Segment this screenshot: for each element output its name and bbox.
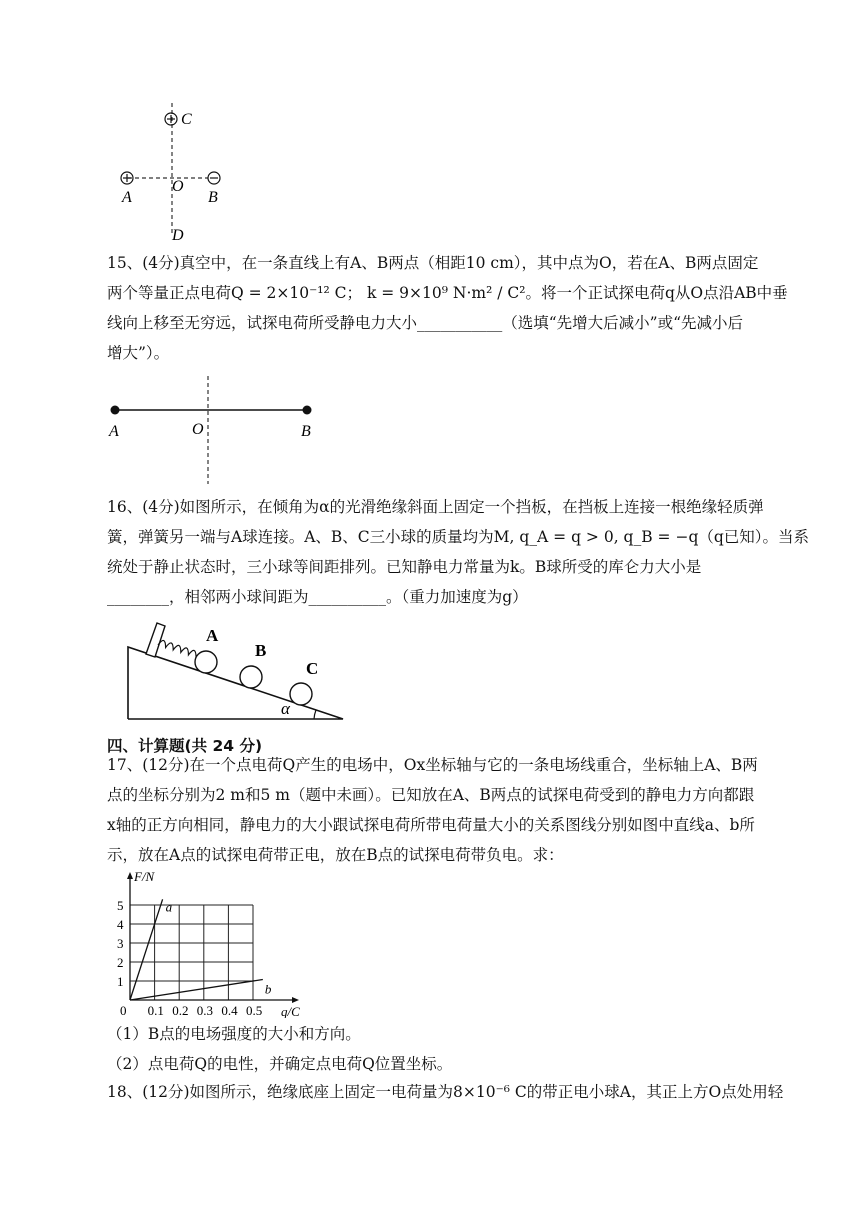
ball-b <box>240 666 262 688</box>
charge-c-positive <box>165 113 177 125</box>
q15-line-3: 线向上移至无穷远，试探电荷所受静电力大小___________（选填“先增大后减小”或“先减小后 <box>107 314 744 332</box>
x-axis-arrow <box>292 997 299 1003</box>
series-label-b: b <box>264 981 272 997</box>
question-17 <box>107 750 767 870</box>
x-tick-label: 0.3 <box>196 1003 214 1018</box>
label-a: A <box>109 423 119 440</box>
q16-line-4: ________，相邻两小球间距为__________。（重力加速度为g） <box>107 588 528 606</box>
y-tick-label: 4 <box>117 917 124 932</box>
question-16 <box>107 492 810 612</box>
label-a: A <box>122 189 132 206</box>
label-o: O <box>172 178 184 195</box>
y-tick-label: 1 <box>117 974 124 989</box>
y-tick-label: 5 <box>117 898 124 913</box>
question-18 <box>107 1077 784 1107</box>
y-tick-label: 3 <box>117 936 124 951</box>
q16-line-3: 统处于静止状态时，三小球等间距排列。已知静电力常量为k。B球所受的库仑力大小是 <box>107 558 702 576</box>
label-d: D <box>172 227 184 244</box>
point-a <box>111 406 120 415</box>
incline-figure <box>118 615 353 725</box>
barrier <box>146 623 165 657</box>
q15-line-2: 两个等量正点电荷Q = 2×10⁻¹² C； k = 9×10⁹ N·m² / C²。将一个正试探电荷q从O点沿AB中垂 <box>107 284 788 302</box>
y-axis-arrow <box>127 872 133 879</box>
x-tick-label: 0.1 <box>147 1003 164 1018</box>
q16-line-1: 16、(4分)如图所示，在倾角为α的光滑绝缘斜面上固定一个挡板，在挡板上连接一根绝缘轻质弹 <box>107 498 764 516</box>
label-a: A <box>206 626 219 645</box>
q15-line-1: 15、(4分)真空中，在一条直线上有A、B两点（相距10 cm），其中点为O，若在A、B两点固定 <box>107 254 759 272</box>
y-tick-label: 2 <box>117 955 124 970</box>
force-charge-chart <box>105 868 310 1018</box>
charge-b-negative <box>208 172 220 184</box>
q16-line-2: 簧，弹簧另一端与A球连接。A、B、C三小球的质量均为M, q_A = q > 0, q_B = −q（q已知）。当系 <box>107 528 810 546</box>
q17-line-1: 17、(12分)在一个点电荷Q产生的电场中，Ox坐标轴与它的一条电场线重合，坐标轴上A、B两 <box>107 756 758 774</box>
x-tick-label: 0.2 <box>172 1003 189 1018</box>
q17-line-2: 点的坐标分别为2 m和5 m（题中未画）。已知放在A、B两点的试探电荷受到的静电力方向都跟 <box>107 786 755 804</box>
section-heading: 四、计算题(共 24 分) <box>107 737 263 755</box>
x-tick-label: 0 <box>120 1003 127 1018</box>
label-b: B <box>208 189 218 206</box>
ball-c <box>290 683 312 705</box>
series-label-a: a <box>165 899 173 915</box>
label-o: O <box>192 421 204 438</box>
charge-cross-figure <box>110 95 230 245</box>
x-tick-label: 0.5 <box>246 1003 263 1018</box>
label-b: B <box>255 641 267 660</box>
x-axis-label: q/C <box>281 1004 300 1018</box>
angle-arc <box>314 710 316 719</box>
series-line-a <box>130 899 163 1000</box>
question-15 <box>107 248 788 368</box>
q18-line-1: 18、(12分)如图所示，绝缘底座上固定一电荷量为8×10⁻⁶ C的带正电小球A，其正上方O点处用轻 <box>107 1083 784 1101</box>
y-axis-label: F/N <box>134 869 155 884</box>
point-b <box>303 406 312 415</box>
q17-sub-1: （1）B点的电场强度的大小和方向。 <box>107 1025 361 1043</box>
x-tick-label: 0.4 <box>221 1003 238 1018</box>
label-b: B <box>301 423 311 440</box>
ab-line-figure <box>105 372 345 487</box>
label-c: C <box>306 659 319 678</box>
q17-line-4: 示，放在A点的试探电荷带正电，放在B点的试探电荷带负电。求： <box>107 846 564 864</box>
label-c: C <box>181 111 192 128</box>
label-alpha: α <box>281 699 290 718</box>
q17-line-3: x轴的正方向相同，静电力的大小跟试探电荷所带电荷量大小的关系图线分别如图中直线a、b所 <box>107 816 755 834</box>
q17-sub-2: （2）点电荷Q的电性，并确定点电荷Q位置坐标。 <box>107 1055 453 1073</box>
series-line-b <box>130 979 263 1000</box>
ball-a <box>195 651 217 673</box>
q15-line-4: 增大”）。 <box>107 344 170 362</box>
